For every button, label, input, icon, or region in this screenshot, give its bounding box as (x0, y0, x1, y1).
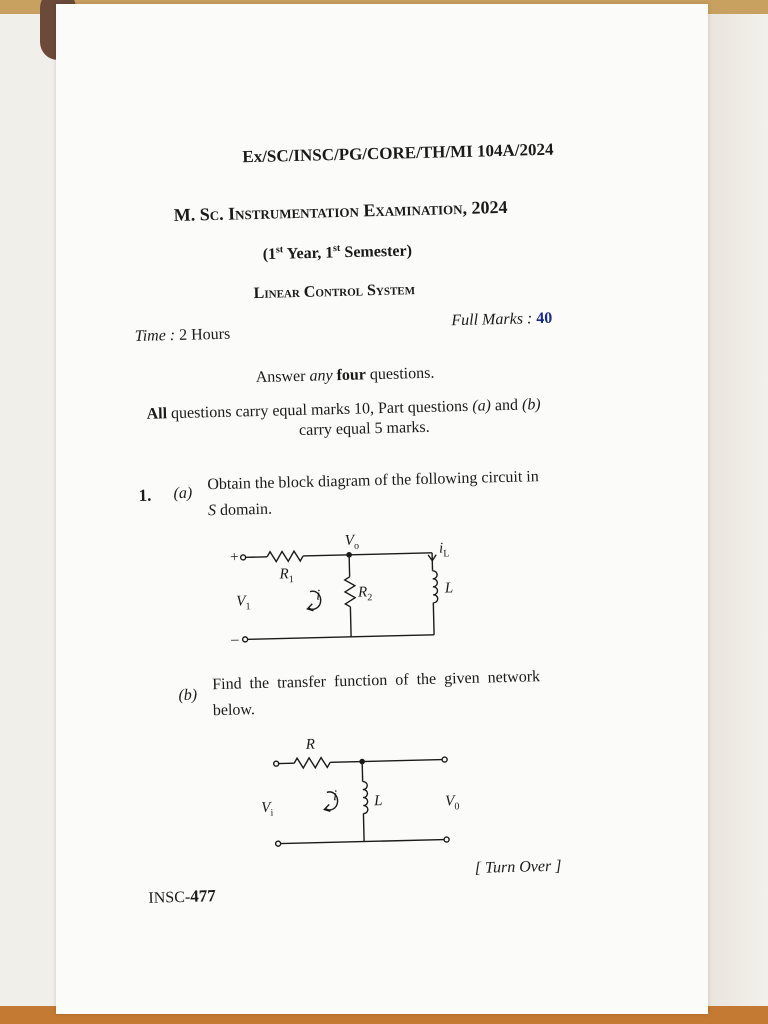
c2-output-terminal-top (442, 757, 447, 762)
semester-pre: (1 (262, 245, 277, 264)
part-a-s: S (207, 502, 217, 520)
c1-wire-in (246, 557, 267, 558)
c1-resistor-r1 (267, 551, 303, 562)
marks-label: Full Marks : (451, 310, 533, 330)
semester-post: Semester) (340, 242, 413, 262)
time-line (135, 326, 231, 346)
part-a-text-line2 (208, 501, 272, 521)
instr-and: and (494, 396, 519, 415)
instruction-line-2 (146, 396, 540, 424)
c2-input-terminal-bottom (276, 841, 281, 846)
instr-rest: questions carry equal marks 10, Part questions (170, 397, 469, 423)
paper-code-number: 477 (189, 886, 216, 906)
c1-wire-r2-top (349, 555, 350, 577)
c2-l-label: L (373, 793, 383, 810)
semester-line (263, 241, 413, 264)
c1-wire-bottom (248, 635, 434, 640)
c1-minus: – (230, 631, 239, 648)
c1-i-label: i (315, 587, 321, 604)
time-label: Time : (134, 327, 176, 345)
instr-any: any (309, 367, 333, 385)
semester-sup1: st (275, 244, 284, 256)
time-value: 2 Hours (178, 325, 231, 344)
question-number: 1. (138, 485, 152, 505)
instruction-line-3: carry equal 5 marks. (298, 418, 430, 440)
c2-node (359, 759, 365, 765)
c1-resistor-r2 (345, 577, 356, 607)
part-a-domain: domain. (219, 500, 273, 519)
paper-code-prefix: INSC- (148, 888, 191, 907)
part-b-text-line1: Find the transfer function of the given network (212, 668, 541, 694)
part-b-text-line2: below. (212, 701, 256, 720)
c1-l-label: L (444, 580, 454, 597)
instr-answer: Answer (255, 367, 306, 387)
c2-i-label: i (332, 788, 338, 805)
c1-node-vo (346, 552, 352, 558)
c1-vo-label: $V_o$ (344, 532, 360, 552)
circuit-diagram-1 (226, 521, 489, 647)
paper-content (44, 0, 720, 1022)
marks-value: 40 (536, 309, 553, 328)
instruction-line-1 (256, 365, 435, 387)
paper-code-footer (148, 886, 216, 908)
c2-output-terminal-bottom (444, 837, 449, 842)
c2-wire-top (330, 760, 442, 763)
instr-four: four (336, 366, 367, 385)
part-a-text-line1: Obtain the block diagram of the following circuit in (207, 468, 539, 494)
turn-over: [ Turn Over ] (474, 857, 562, 877)
instr-questions: questions. (369, 364, 435, 384)
c1-r1-label: $R_1$ (279, 566, 295, 586)
c2-wire-bottom (281, 840, 444, 844)
c1-wire-top (303, 553, 432, 556)
c1-arrowhead (307, 604, 313, 611)
c2-input-terminal-top (274, 761, 279, 766)
c1-input-terminal-bottom (243, 637, 248, 642)
paper-code-header: Ex/SC/INSC/PG/CORE/TH/MI 104A/2024 (242, 139, 554, 167)
c2-resistor-r (294, 757, 330, 768)
subject-title: Linear Control System (253, 281, 416, 303)
exam-paper (56, 4, 708, 1014)
c1-vin-label: $V_1$ (236, 593, 251, 613)
c1-input-terminal-top (241, 555, 246, 560)
c2-wire-l-bottom (363, 814, 364, 842)
c2-vin-label: $V_i$ (261, 799, 274, 819)
instr-all: All (146, 405, 168, 423)
c2-vo-label: $V_0$ (444, 793, 460, 813)
c1-r2-label: $R_2$ (357, 584, 373, 604)
c2-arrowhead (324, 804, 330, 811)
c1-wire-r2-bottom (350, 607, 351, 637)
full-marks-line (451, 310, 552, 330)
instr-b: (b) (521, 396, 541, 414)
semester-mid: Year, 1 (283, 244, 334, 263)
c1-wire-l-bottom (433, 603, 434, 635)
part-a-label: (a) (173, 484, 193, 503)
c1-plus: + (228, 549, 240, 566)
c2-r-label: R (305, 736, 316, 753)
circuit-diagram-2 (241, 727, 464, 852)
part-b-label: (b) (178, 686, 198, 705)
c2-inductor (363, 781, 368, 813)
semester-sup2: st (332, 242, 341, 255)
instr-a: (a) (472, 397, 492, 415)
c1-inductor (433, 571, 438, 603)
c1-il-label: $i_L$ (438, 540, 450, 560)
exam-title: M. Sc. Instrumentation Examination, 2024 (173, 196, 508, 225)
